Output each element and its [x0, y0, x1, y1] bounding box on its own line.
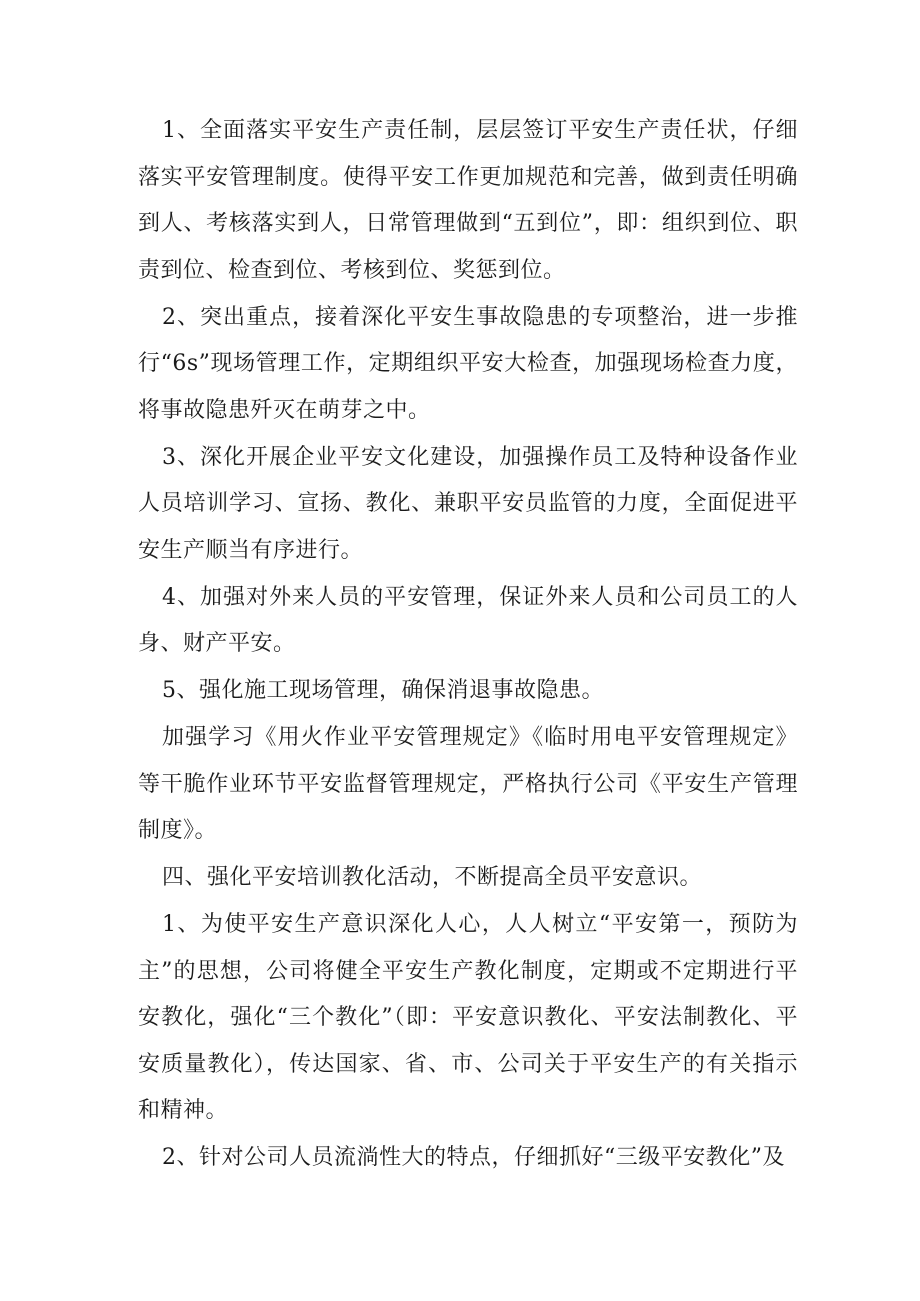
document-page	[138, 108, 798, 1182]
paragraph-1: 1、全面落实平安生产责任制，层层签订平安生产责任状，仔细落实平安管理制度。使得平安工作更加规范和完善，做到责任明确到人、考核落实到人，日常管理做到“五到位”，即：组织到位、职责到位、检查到位、考核到位、奖惩到位。	[138, 118, 798, 283]
paragraph-6: 加强学习《用火作业平安管理规定》《临时用电平安管理规定》等干脆作业环节平安监督管理规定，严格执行公司《平安生产管理制度》。	[138, 725, 798, 843]
paragraph-3: 3、深化开展企业平安文化建设，加强操作员工及特种设备作业人员培训学习、宣扬、教化、兼职平安员监管的力度，全面促进平安生产顺当有序进行。	[138, 444, 798, 563]
paragraph-5: 5、强化施工现场管理，确保消退事故隐患。	[162, 678, 604, 703]
paragraph-2: 2、突出重点，接着深化平安生事故隐患的专项整治，进一步推行“6s”现场管理工作，定期组织平安大检查，加强现场检查力度，将事故隐患歼灭在萌芽之中。	[138, 304, 798, 423]
paragraph-8: 2、针对公司人员流淌性大的特点，仔细抓好“三级平安教化”及	[162, 1145, 785, 1170]
paragraph-7: 1、为使平安生产意识深化人心，人人树立“平安第一，预防为主”的思想，公司将健全平安生产教化制度，定期或不定期进行平安教化，强化“三个教化”（即：平安意识教化、平安法制教化、平安质量教化），传达国家、省、市、公司关于平安生产的有关指示和精神。	[138, 912, 798, 1123]
section-heading-4: 四、强化平安培训教化活动，不断提高全员平安意识。	[162, 865, 703, 890]
paragraph-4: 4、加强对外来人员的平安管理，保证外来人员和公司员工的人身、财产平安。	[138, 584, 798, 656]
